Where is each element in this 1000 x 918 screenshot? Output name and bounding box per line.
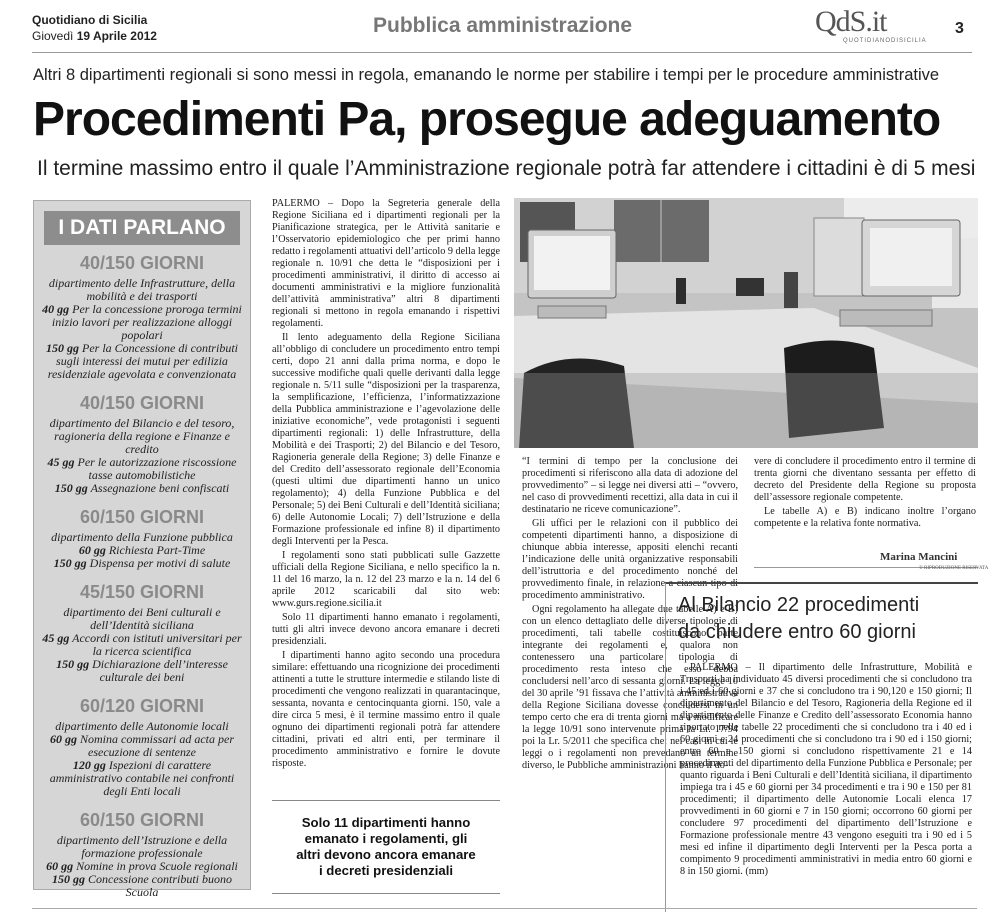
paragraph: I regolamenti sono stati pubblicati sulle Gazzette ufficiali della Regione Siciliana, e nello specifico la n. 11 del 16 marzo, la n. 12 del 23 marzo e la n. 14 del 6 aprile 2012 scaricabili dal sito web: www.gurs.regione.sicilia.it (272, 550, 500, 609)
article-column-3 (754, 456, 976, 530)
sidebar-block-dept: dipartimento dell’Istruzione e della formazione professionale (56, 833, 228, 860)
sidebar-block (42, 582, 242, 684)
side-article (665, 582, 978, 912)
sidebar-block-head: 60/120 GIORNI (79, 696, 205, 716)
sidebar-block-head: 40/150 GIORNI (79, 393, 205, 413)
sidebar-block-item (42, 759, 242, 798)
issue-date (32, 29, 157, 43)
page-number: 3 (955, 20, 964, 37)
sidebar-block-head: 40/150 GIORNI (79, 253, 205, 273)
paragraph: Solo 11 dipartimenti hanno emanato i regolamenti, tutti gli altri invece devono ancora emanare i decreti presidenziali. (272, 612, 500, 647)
item-days: 150 gg (53, 556, 87, 570)
article-kicker: Altri 8 dipartimenti regionali si sono messi in regola, emanando le norme per stabilire i tempi per le procedure amministrative (33, 66, 940, 84)
side-article-body: PALERMO – Il dipartimento delle Infrastrutture, Mobilità e Trasporti ha individuato 45 diversi procedimenti che si concludono tra i 45 ed i 60 giorni e 37 che si concludono tra i 90,120 e 150 giorni; Il dipartimento del Bilancio e del Tesoro, Ragioneria della Regione ed il dipartimento delle Finanze e Credito dell’assessorato Economia hanno riportato nelle tabelle 22 procedimenti che si concludono tra i 40 ed i 60 giorni e 24 procedimenti che si concludono tra i 90 ed i 150 giorni; entro 60 e 150 giorni si concludono rispettivamente 21 e 14 procedimenti del dipartimento della Funzione Pubblica e Personale; per quanto riguarda i Beni Culturali e dell’Identità siciliana, il dipartimento impiega tra i 45 e 60 giorni per 34 procedimenti e tra i 90 e 150 per 81 procedimenti; il dipartimento delle Autonomie Locali elenca 17 provvedimenti in 60 giorni e 7 in 150 giorni; occorrono 60 giorni per concludere 97 procedimenti del dipartimento dell’Istruzione e Formazione professionale mentre 43 vengono eseguiti tra i 90 ed i 5 mesi ed infine il dipartimento degli Interventi per la Pesca porta a compimento 9 procedimenti amministrativi in media entro 60 giorni e 8 in 150 giorni. (mm) (680, 662, 972, 877)
sidebar-block-item (42, 456, 242, 482)
office-photo-illustration (514, 198, 978, 448)
item-days: 150 gg (52, 872, 85, 886)
sidebar-block-head: 45/150 GIORNI (79, 582, 205, 602)
pull-quote-line: altri devono ancora emanare (296, 847, 476, 862)
logo-subtext: QUOTIDIANODISICILIA (843, 38, 927, 44)
pull-quote-line: emanato i regolamenti, gli (304, 831, 468, 846)
side-article-title (678, 592, 976, 646)
logo-text: QdS.it (815, 5, 887, 38)
sidebar-title: I DATI PARLANO (44, 211, 240, 245)
sidebar-block (42, 253, 242, 381)
item-text: Ispezioni di carattere amministrativo contabile nei confronti degli Enti locali (49, 758, 235, 798)
paragraph: vere di concludere il procedimento entro il termine di trenta giorni che diventano sessanta per effetto di decreto del Presidente della Regione su proposta dell’assessore regionale competente. (754, 456, 976, 503)
data-sidebar (33, 200, 251, 899)
side-article-title-line: Al Bilancio 22 procedimenti (678, 594, 920, 616)
item-text: Richiesta Part-Time (108, 543, 206, 557)
item-days: 120 gg (72, 758, 106, 772)
sidebar-block-item (42, 632, 242, 658)
article-column-1 (272, 198, 500, 770)
copyright-note: © RIPRODUZIONE RISERVATA (919, 566, 989, 571)
pull-quote-line: Solo 11 dipartimenti hanno (301, 815, 471, 830)
sidebar-block-dept: dipartimento delle Infrastrutture, della mobilità e dei trasporti (48, 276, 236, 303)
paragraph: Il lento adeguamento della Regione Siciliana all’obbligo di concludere un procedimento entro tempi certi, dopo 21 anni dalla prima norma, e dopo le successive modifiche quali quelle derivanti dalla legge regionale n. 5/11 sulle “disposizioni per la trasparenza, la semplificazione, l’efficienza, l’informatizzazione della Pubblica amministrazione e l’agevolazione delle iniziative economiche”, vede protagonisti i seguenti dipartimenti regionali: 1) delle Infrastrutture, della Mobilità e dei Trasporti; 2) del Bilancio e del Tesoro, Ragioneria generale della Regione; 3) delle Finanze e del Credito dell’assessorato regionale dell’Economia (questi ultimi due dipartimenti hanno un unico regolamento); 4) della Funzione Pubblica e del Personale; 5) dei Beni Culturali e dell’Identità siciliana; 6) delle Autonomie Locali; 7) dell’Istruzione e della Formazione professionale ed infine 8) il dipartimento degli Interventi per la Pesca. (272, 332, 500, 547)
item-days: 150 gg (56, 657, 90, 671)
item-days: 60 gg (50, 732, 77, 746)
sidebar-list (42, 253, 242, 911)
pull-quote-line: i decreti presidenziali (318, 863, 454, 878)
paragraph: I dipartimenti hanno agito secondo una procedura similare: effettuando una ricognizione dei procedimenti attinenti a tutte le strutture intermedie e stilando liste di procedimenti che vengono realizzati in quarantacinque, sessanta, novanta e centocinquanta giorni. 150, vale a dire circa 5 mesi, è il termine massimo entro il quale ognuno dei dipartimenti regionali potrà far attendere cittadini, privati ed altri enti, per terminare il procedimento amministrativo e fornire le dovute risposte. (272, 650, 500, 769)
item-text: Concessione contributi buono Scuola (88, 872, 232, 899)
item-days: 150 gg (46, 341, 79, 355)
newspaper-name: Quotidiano di Sicilia (32, 13, 148, 27)
sidebar-block (42, 393, 242, 495)
item-text: Per la concessione proroga termini inizio lavori per realizzazione alloggi popolari (51, 302, 242, 342)
office-photo (514, 198, 978, 448)
pull-quote (272, 800, 500, 894)
paragraph: Ogni regolamento ha allegate due tabelle A) e B) con un elenco dettagliato delle diverse tipologie di procedimenti, tali tabelle costituiscono parte integrante dei regolamenti e, qualora non contenessero una particolare tipologia di procedimento resta inteso che esso debba concludersi nell’arco di sessanta giorni. La legge 10 del 30 aprile ’91 fissava che l’attività amministrativa della Regione Siciliana dovesse concludersi in un tempo certo che era di trenta giorni ma a modificare la legge 10/91 sono intervenute prima la Lr. 17/94 poi la Lr. 5/2011 che specifica che: nei casi in cui le leggi o i regolamenti non prevedano un termine diverso, le Pubbliche amministrazioni hanno il do- (522, 604, 738, 771)
sidebar-block-item (42, 733, 242, 759)
sidebar-block (42, 696, 242, 798)
item-text: Dispensa per motivi di salute (89, 556, 231, 570)
section-title: Pubblica amministrazione (373, 14, 633, 37)
paragraph: Le tabelle A) e B) indicano inoltre l’organo competente e la relativa fonte normativa. (754, 506, 976, 529)
paragraph: “I termini di tempo per la conclusione dei procedimenti si riferiscono alla data di adozione del provvedimento” – si legge nei diversi atti – “ovvero, nel caso di provvedimenti recettizi, alla data in cui il destinatario ne riceve comunicazione”. (522, 456, 738, 515)
sidebar-block-dept: dipartimento della Funzione pubblica (51, 530, 233, 544)
sidebar-block-item (42, 873, 242, 899)
sidebar-block-dept: dipartimento dei Beni culturali e dell’Identità siciliana (63, 605, 221, 632)
side-article-title-line: da chiudere entro 60 giorni (678, 621, 916, 643)
item-days: 60 gg (78, 543, 106, 557)
qds-logo (815, 6, 927, 46)
page-bottom-divider (32, 908, 977, 909)
sidebar-block-item (42, 303, 242, 342)
item-days: 40 gg (42, 302, 70, 316)
item-text: Nomina commissari ad acta per esecuzione di sentenze (80, 732, 234, 759)
sidebar-block-item (42, 342, 242, 381)
item-days: 150 gg (54, 481, 88, 495)
sidebar-block-head: 60/150 GIORNI (79, 507, 205, 527)
sidebar-block (42, 507, 242, 570)
item-days: 60 gg (46, 859, 74, 873)
author-byline: Marina Mancini (880, 551, 958, 563)
sidebar-block-dept: dipartimento del Bilancio e del tesoro, ragioneria della regione e Finanze e credito (49, 416, 235, 456)
issue-date-value: 19 Aprile 2012 (76, 29, 157, 43)
sidebar-block (42, 810, 242, 899)
article-subhead: Il termine massimo entro il quale l’Amministrazione regionale potrà far attendere i cittadini è di 5 mesi (37, 157, 976, 180)
sidebar-block-item (42, 557, 242, 570)
masthead-divider (32, 52, 972, 53)
sidebar-block-head: 60/150 GIORNI (79, 810, 205, 830)
item-text: Per le autorizzazione riscossione tasse automobilistiche (77, 455, 237, 482)
item-text: Accordi con istituti universitari per la ricerca scientifica (72, 631, 242, 658)
item-days: 45 gg (47, 455, 75, 469)
sidebar-block-item (42, 658, 242, 684)
article-headline: Procedimenti Pa, prosegue adeguamento (33, 93, 941, 146)
sidebar-block-item (42, 482, 242, 495)
paragraph: PALERMO – Dopo la Segreteria generale della Regione Siciliana ed i dipartimenti regionali per la Pianificazione strategica, per le Attività sanitarie e l’Osservatorio epidemiologico che per primi hanno redatto i regolamenti attuativi dell’articolo 9 della legge regionale n. 10/91 che detta le “disposizioni per i procedimenti amministrativi, il diritto di accesso ai documenti amministrativi e la migliore funzionalità dell’attività amministrativa” altri 8 dipartimenti regionali si mettono in regola emanando i rispettivi regolamenti. (272, 198, 500, 329)
item-text: Nomine in prova Scuole regionali (76, 859, 238, 873)
masthead (0, 0, 1000, 52)
item-days: 45 gg (42, 631, 70, 645)
paragraph: Gli uffici per le relazioni con il pubblico dei competenti dipartimenti hanno, a disposizione di chiunque abbia interesse, appositi elenchi recanti l’indicazione delle unità organizzative responsabili dell’istruttoria e del procedimento nonché del provvedimento finale, in relazione a ciascun tipo di procedimento amministrativo. (522, 518, 738, 601)
sidebar-block-dept: dipartimento delle Autonomie locali (55, 719, 229, 733)
item-text: Dichiarazione dell’interesse culturale dei beni (92, 657, 228, 684)
item-text: Per la Concessione di contributi sugli interessi dei mutui per edilizia residenziale agevolata e convenzionata (47, 341, 238, 381)
issue-day: Giovedì (32, 29, 74, 43)
item-text: Assegnazione beni confiscati (90, 481, 230, 495)
